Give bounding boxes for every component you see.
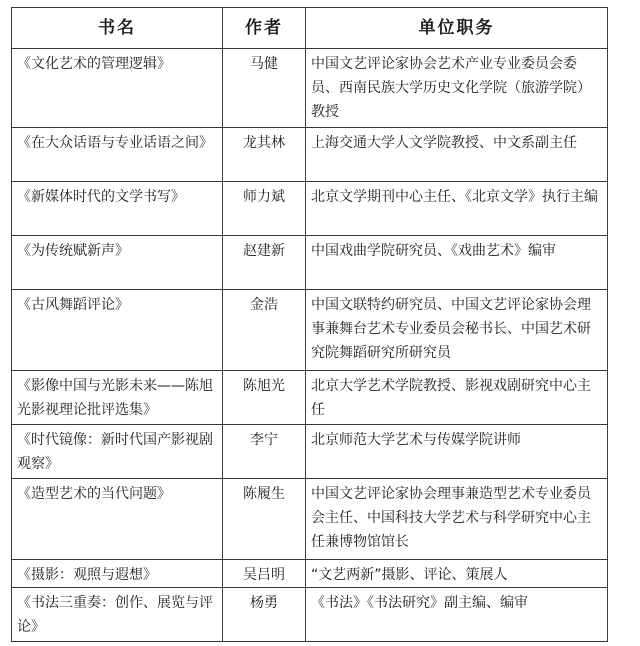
cell-position: 上海交通大学人文学院教授、中文系副主任 (306, 128, 608, 182)
cell-book-title: 《书法三重奏：创作、展览与评论》 (12, 588, 223, 642)
cell-author: 金浩 (223, 290, 306, 371)
cell-author: 赵建新 (223, 236, 306, 290)
cell-author: 李宁 (223, 425, 306, 479)
cell-book-title: 《为传统赋新声》 (12, 236, 223, 290)
cell-author: 吴吕明 (223, 560, 306, 588)
cell-book-title: 《摄影：观照与遐想》 (12, 560, 223, 588)
table-row (12, 182, 608, 236)
cell-position: “文艺两新”摄影、评论、策展人 (306, 560, 608, 588)
cell-book-title: 《文化艺术的管理逻辑》 (12, 49, 223, 128)
cell-author: 马健 (223, 49, 306, 128)
cell-author: 师力斌 (223, 182, 306, 236)
cell-position: 北京大学艺术学院教授、影视戏剧研究中心主任 (306, 371, 608, 425)
cell-position: 北京师范大学艺术与传媒学院讲师 (306, 425, 608, 479)
table-header (12, 8, 608, 49)
header-position: 单位职务 (306, 8, 608, 49)
cell-author: 杨勇 (223, 588, 306, 642)
cell-book-title: 《时代镜像：新时代国产影视剧观察》 (12, 425, 223, 479)
table-row (12, 560, 608, 588)
cell-position: 北京文学期刊中心主任、《北京文学》执行主编 (306, 182, 608, 236)
cell-author: 龙其林 (223, 128, 306, 182)
table-row (12, 49, 608, 128)
cell-position: 中国戏曲学院研究员、《戏曲艺术》编审 (306, 236, 608, 290)
cell-book-title: 《造型艺术的当代问题》 (12, 479, 223, 560)
cell-author: 陈旭光 (223, 371, 306, 425)
table-body (12, 49, 608, 642)
cell-book-title: 《新媒体时代的文学书写》 (12, 182, 223, 236)
cell-position: 中国文联特约研究员、中国文艺评论家协会理事兼舞台艺术专业委员会秘书长、中国艺术研究院舞蹈研究所研究员 (306, 290, 608, 371)
header-book-title: 书名 (12, 8, 223, 49)
table-row (12, 479, 608, 560)
table-row (12, 588, 608, 642)
table-row (12, 371, 608, 425)
table-row (12, 290, 608, 371)
header-row (12, 8, 608, 49)
table-row (12, 425, 608, 479)
cell-book-title: 《古风舞蹈评论》 (12, 290, 223, 371)
cell-author: 陈履生 (223, 479, 306, 560)
book-author-table (11, 7, 608, 642)
cell-position: 中国文艺评论家协会理事兼造型艺术专业委员会主任、中国科技大学艺术与科学研究中心主任兼博物馆馆长 (306, 479, 608, 560)
cell-book-title: 《影像中国与光影未来——陈旭光影视理论批评选集》 (12, 371, 223, 425)
cell-position: 《书法》《书法研究》副主编、编审 (306, 588, 608, 642)
header-author: 作者 (223, 8, 306, 49)
cell-book-title: 《在大众话语与专业话语之间》 (12, 128, 223, 182)
table-row (12, 236, 608, 290)
cell-position: 中国文艺评论家协会艺术产业专业委员会委员、西南民族大学历史文化学院（旅游学院）教授 (306, 49, 608, 128)
table-row (12, 128, 608, 182)
